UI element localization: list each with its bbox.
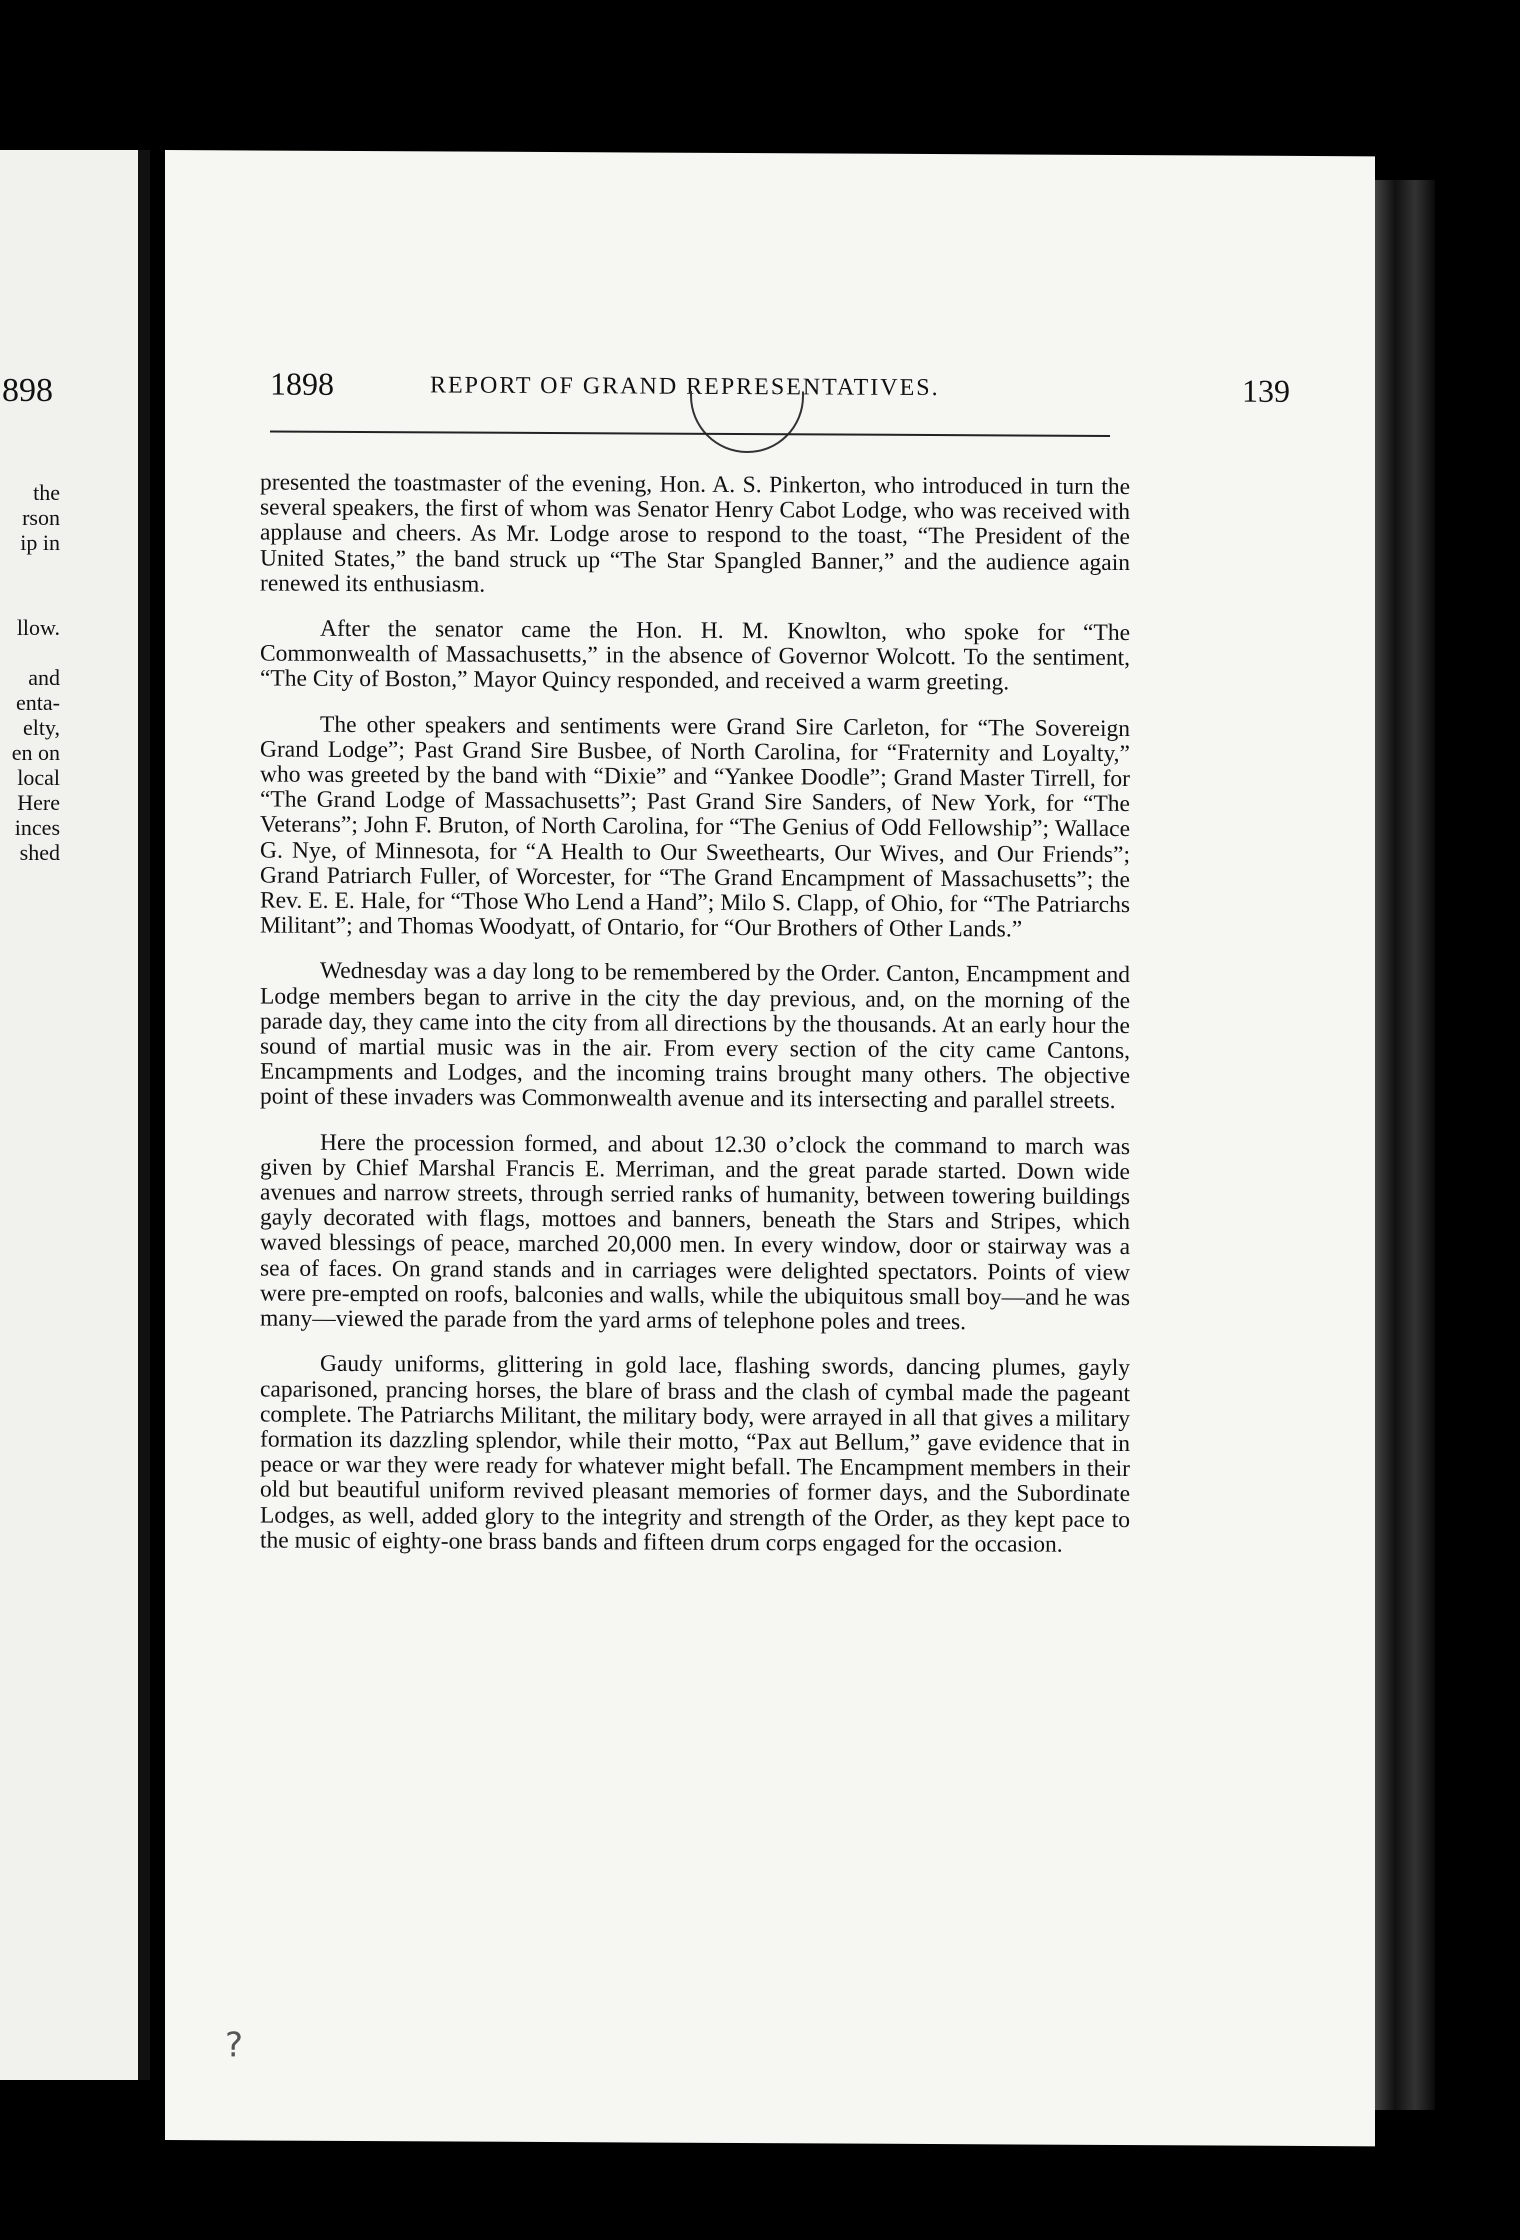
- left-page-line: elty,: [22, 715, 60, 740]
- left-page-line: the: [33, 480, 60, 505]
- left-page-line: Here: [17, 790, 60, 815]
- left-page-line: rson: [22, 505, 60, 530]
- left-page-fragment: [0, 150, 150, 2080]
- paragraph: Gaudy uniforms, glittering in gold lace, flashing swords, dancing plumes, gayly caparisoned, prancing horses, the blare of brass and the clash of cymbal made the pageant complete. The Patriarchs Militant, the military body, were arrayed in all that gives a military formation its dazzling splendor, while their motto, “Pax aut Bellum,” gave evidence that in peace or war they were ready for whatever might befall. The Encampment members in their old but beautiful uniform revived pleasant memories of former days, and the Subordinate Lodges, as well, added glory to the integrity and strength of the Order, as they kept pace to the music of eighty-one brass bands and fifteen drum corps engaged for the occasion.: [260, 1351, 1130, 1558]
- paragraph: presented the toastmaster of the evening, Hon. A. S. Pinkerton, who introduced in turn the several speakers, the first of whom was Senator Henry Cabot Lodge, who was received with applause and cheers. As Mr. Lodge arose to respond to the toast, “The President of the United States,” the band struck up “The Star Spangled Banner,” and the audience again renewed its enthusiasm.: [260, 469, 1130, 598]
- left-page-line: shed: [19, 840, 60, 865]
- left-page-line: llow.: [16, 615, 60, 640]
- left-page-line: ip in: [20, 530, 60, 555]
- body-text: [260, 470, 1130, 1577]
- left-page-header: 898: [2, 372, 53, 409]
- page-edge: [1375, 180, 1435, 2110]
- left-page-line: local: [17, 765, 60, 790]
- page-number: 139: [1242, 372, 1290, 409]
- spine-shadow: [138, 150, 150, 2080]
- left-page-line: and: [28, 665, 60, 690]
- paragraph: Here the procession formed, and about 12.30 o’clock the command to march was given by Chief Marshal Francis E. Merriman, and the great parade started. Down wide avenues and narrow streets, through serried ranks of humanity, between towering buildings gayly decorated with flags, mottoes and banners, beneath the Stars and Stripes, which waved blessings of peace, marched 20,000 men. In every window, door or stairway was a sea of faces. On grand stands and in carriages were delighted spectators. Points of view were pre-empted on roofs, balconies and walls, while the ubiquitous small boy—and he was many—viewed the parade from the yard arms of telephone poles and trees.: [260, 1129, 1130, 1336]
- paragraph: Wednesday was a day long to be remembered by the Order. Canton, Encampment and Lodge members began to arrive in the city the day previous, and, on the morning of the parade day, they came into the city from all directions by the thousands. At an early hour the sound of martial music was in the air. From every section of the city came Cantons, Encampments and Lodges, and the incoming trains brought many others. The objective point of these invaders was Commonwealth avenue and its intersecting and parallel streets.: [260, 958, 1130, 1115]
- header-year: 1898: [270, 365, 334, 402]
- left-page-line: en on: [11, 740, 60, 765]
- left-page-line: inces: [14, 815, 60, 840]
- book-page: [165, 150, 1375, 2146]
- pencil-mark: ?: [225, 2025, 244, 2066]
- paragraph: The other speakers and sentiments were Grand Sire Carleton, for “The Sovereign Grand Lodge”; Past Grand Sire Busbee, of North Carolina, for “Fraternity and Loyalty,” who was greeted by the band with “Dixie” and “Yankee Doodle”; Grand Master Tirrell, for “The Grand Lodge of Massachusetts”; Past Grand Sire Sanders, of New York, for “The Veterans”; John F. Bruton, of North Carolina, for “The Genius of Odd Fellowship”; Wallace G. Nye, of Minnesota, for “A Health to Our Sweethearts, Our Wives, and Our Friends”; Grand Patriarch Fuller, of Worcester, for “The Grand Encampment of Massachusetts”; the Rev. E. E. Hale, for “Those Who Lend a Hand”; Milo S. Clapp, of Ohio, for “The Patriarchs Militant”; and Thomas Woodyatt, of Ontario, for “Our Brothers of Other Lands.”: [260, 711, 1130, 943]
- header-rule: [270, 431, 1110, 437]
- paragraph: After the senator came the Hon. H. M. Knowlton, who spoke for “The Commonwealth of Massachusetts,” in the absence of Governor Wolcott. To the sentiment, “The City of Boston,” Mayor Quincy responded, and received a warm greeting.: [260, 615, 1130, 696]
- header-title: REPORT OF GRAND REPRESENTATIVES.: [430, 372, 940, 402]
- pencil-annotation: [690, 391, 804, 454]
- left-page-line: enta-: [16, 690, 60, 715]
